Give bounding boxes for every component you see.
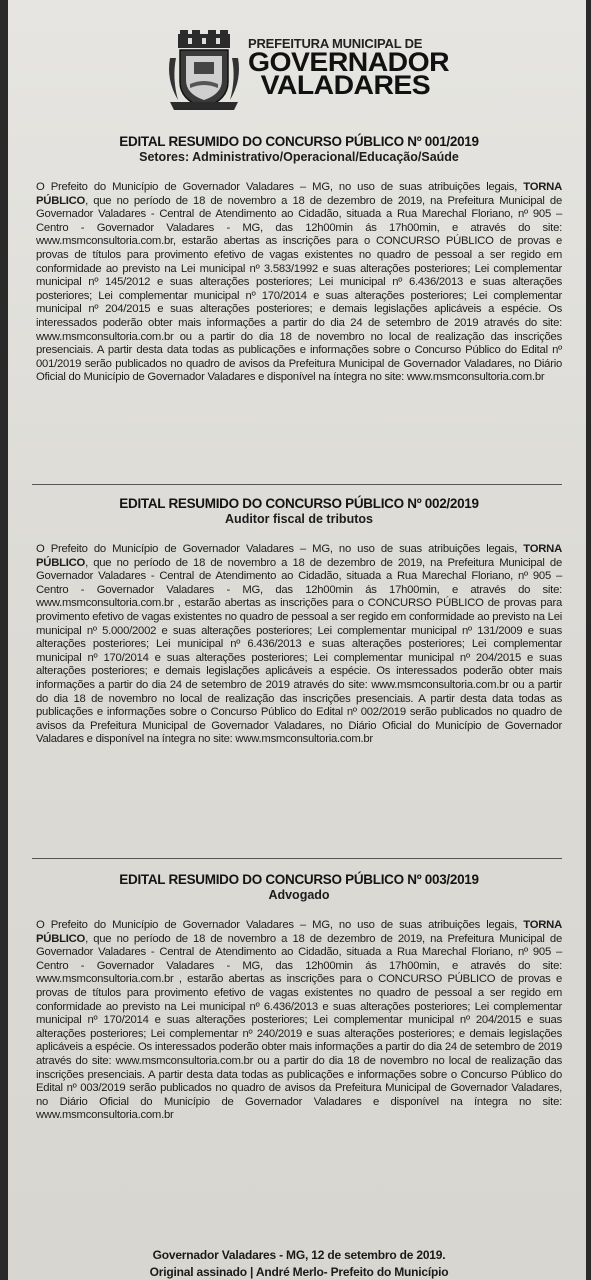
newspaper-page bbox=[8, 0, 586, 1280]
torna-publico-text: TORNA PÚBLICO bbox=[36, 919, 562, 945]
edital-body-intro: O Prefeito do Município de Governador Valadares – MG, no uso de suas atribuições legais, bbox=[36, 919, 524, 931]
edital-002 bbox=[36, 496, 562, 747]
edital-003 bbox=[36, 872, 562, 1123]
prefeitura-brand bbox=[248, 36, 468, 100]
edital-subtitle: Setores: Administrativo/Operacional/Educação/Saúde bbox=[139, 150, 459, 164]
edital-body-intro: O Prefeito do Município de Governador Valadares – MG, no uso de suas atribuições legais, bbox=[36, 543, 524, 555]
edital-body-text: , que no período de 18 de novembro a 18 de dezembro de 2019, na Prefeitura Municipal de Governador Valadares - Central de Atendimento ao Cidadão, situada a Rua Marechal Floriano, nº 905 – Centro - Governador Valadares - MG, das 12h00min ás 17h00min, e através do site: www.msmconsultoria.com.br , estarão abertas as inscrições para o CONCURSO PÚBLICO de provas e provas de títulos para provimento efetivo de vagas existentes no quadro de pessoal a ser regido em conformidade ao previsto na Lei municipal nº 6.436/2013 e suas alterações posteriores; Lei complementar municipal nº 170/2014 e suas alterações posteriores; Lei complementar municipal nº 204/2015 e suas alterações posteriores; Lei complementar nº 240/2019 e suas alterações posteriores; e demais legislações aplicáveis a espécie. Os interessados poderão obter mais informações a partir do dia 24 de setembro de 2019 através do site: www.msmconsultoria.com.br ou a partir do dia 18 de novembro no local de realização das inscrições presenciais. A partir desta data todas as publicações e informações sobre o Concurso Público do Edital nº 003/2019 serão publicados no quadro de avisos da Prefeitura Municipal de Governador Valadares, no Diário Oficial do Município de Governador Valadares e disponível na íntegra no site: www.msmconsultoria.com.br bbox=[36, 932, 562, 1122]
city-name-line1: GOVERNADOR bbox=[248, 47, 450, 77]
edital-body-text: , que no período de 18 de novembro a 18 de dezembro de 2019, na Prefeitura Municipal de Governador Valadares - Central de Atendimento ao Cidadão, situada a Rua Marechal Floriano, nº 905 – Centro - Governador Valadares - MG, das 12h00min ás 17h00min, e através do site: www.msmconsultoria.com.br, estarão abertas as inscrições para o CONCURSO PÚBLICO de provas e provas de títulos para provimento efetivo de vagas existentes no quadro de pessoal a ser regido em conformidade ao previsto na Lei municipal nº 3.583/1992 e suas alterações posteriores; Lei complementar municipal nº 145/2012 e suas alterações posteriores; Lei municipal nº 6.436/2013 e suas alterações posteriores; Lei complementar municipal nº 170/2014 e suas alterações posteriores; Lei complementar municipal nº 204/2015 e suas alterações posteriores; e demais legislações aplicáveis a espécie. Os interessados poderão obter mais informações a partir do dia 24 de setembro de 2019 através do site: www.msmconsultoria.com.br ou a partir do dia 18 de novembro no local de realização das inscrições presenciais. A partir desta data todas as publicações e informações sobre o Concurso Público do Edital nº 001/2019 serão publicados no quadro de avisos da Prefeitura Municipal de Governador Valadares, no Diário Oficial do Município de Governador Valadares e disponível na íntegra no site: www.msmconsultoria.com.br bbox=[36, 194, 562, 384]
edital-subtitle: Auditor fiscal de tributos bbox=[225, 512, 373, 526]
edital-title: EDITAL RESUMIDO DO CONCURSO PÚBLICO Nº 001/2019 bbox=[119, 134, 479, 149]
edital-body-intro: O Prefeito do Município de Governador Valadares – MG, no uso de suas atribuições legais, bbox=[36, 181, 524, 193]
torna-publico-text: TORNA PÚBLICO bbox=[36, 181, 562, 207]
torna-publico-text: TORNA PÚBLICO bbox=[36, 543, 562, 569]
municipal-coat-of-arms-icon bbox=[164, 30, 244, 114]
edital-body-text: , que no período de 18 de novembro a 18 de dezembro de 2019, na Prefeitura Municipal de Governador Valadares - Central de Atendimento ao Cidadão, situada a Rua Marechal Floriano, nº 905 – Centro - Governador Valadares - MG, das 12h00min ás 17h00min, e através do site: www.msmconsultoria.com.br , estarão abertas as inscrições para o CONCURSO PÚBLICO de provas para provimento efetivo de vagas existentes no quadro de pessoal a ser regido em conformidade ao previsto na Lei municipal nº 5.000/2002 e suas alterações posteriores; Lei complementar municipal nº 131/2009 e suas alterações posteriores; Lei municipal nº 6.436/2013 e suas alterações posteriores; Lei complementar municipal nº 170/2014 e suas alterações posteriores; Lei complementar municipal nº 204/2015 e suas alterações posteriores; e demais legislações aplicáveis a espécie. Os interessados poderão obter mais informações a partir do dia 24 de setembro de 2019 através do site: www.msmconsultoria.com.br ou a partir do dia 18 de novembro no local de realização das inscrições presenciais. A partir desta data todas as publicações e informações sobre o Concurso Público do Edital nº 002/2019 serão publicados no quadro de avisos da Prefeitura Municipal de Governador Valadares, no Diário Oficial do Município de Governador Valadares e disponível na íntegra no site: www.msmconsultoria.com.br bbox=[36, 556, 562, 746]
city-name-line2: VALADARES bbox=[260, 70, 431, 100]
edital-title: EDITAL RESUMIDO DO CONCURSO PÚBLICO Nº 003/2019 bbox=[119, 872, 479, 887]
signature-line: Original assinado | André Merlo- Prefeito do Município bbox=[149, 1265, 449, 1279]
signature-block bbox=[36, 1248, 562, 1279]
edital-body bbox=[36, 181, 562, 385]
edital-title: EDITAL RESUMIDO DO CONCURSO PÚBLICO Nº 002/2019 bbox=[119, 496, 479, 511]
prefeitura-label: PREFEITURA MUNICIPAL DE bbox=[248, 36, 423, 51]
edital-subtitle: Advogado bbox=[268, 888, 330, 902]
prefeitura-header bbox=[8, 22, 586, 118]
edital-body bbox=[36, 543, 562, 747]
edital-001 bbox=[36, 134, 562, 385]
date-line: Governador Valadares - MG, 12 de setembro de 2019. bbox=[152, 1248, 446, 1262]
section-divider bbox=[32, 858, 562, 859]
edital-body bbox=[36, 919, 562, 1123]
section-divider bbox=[32, 484, 562, 485]
